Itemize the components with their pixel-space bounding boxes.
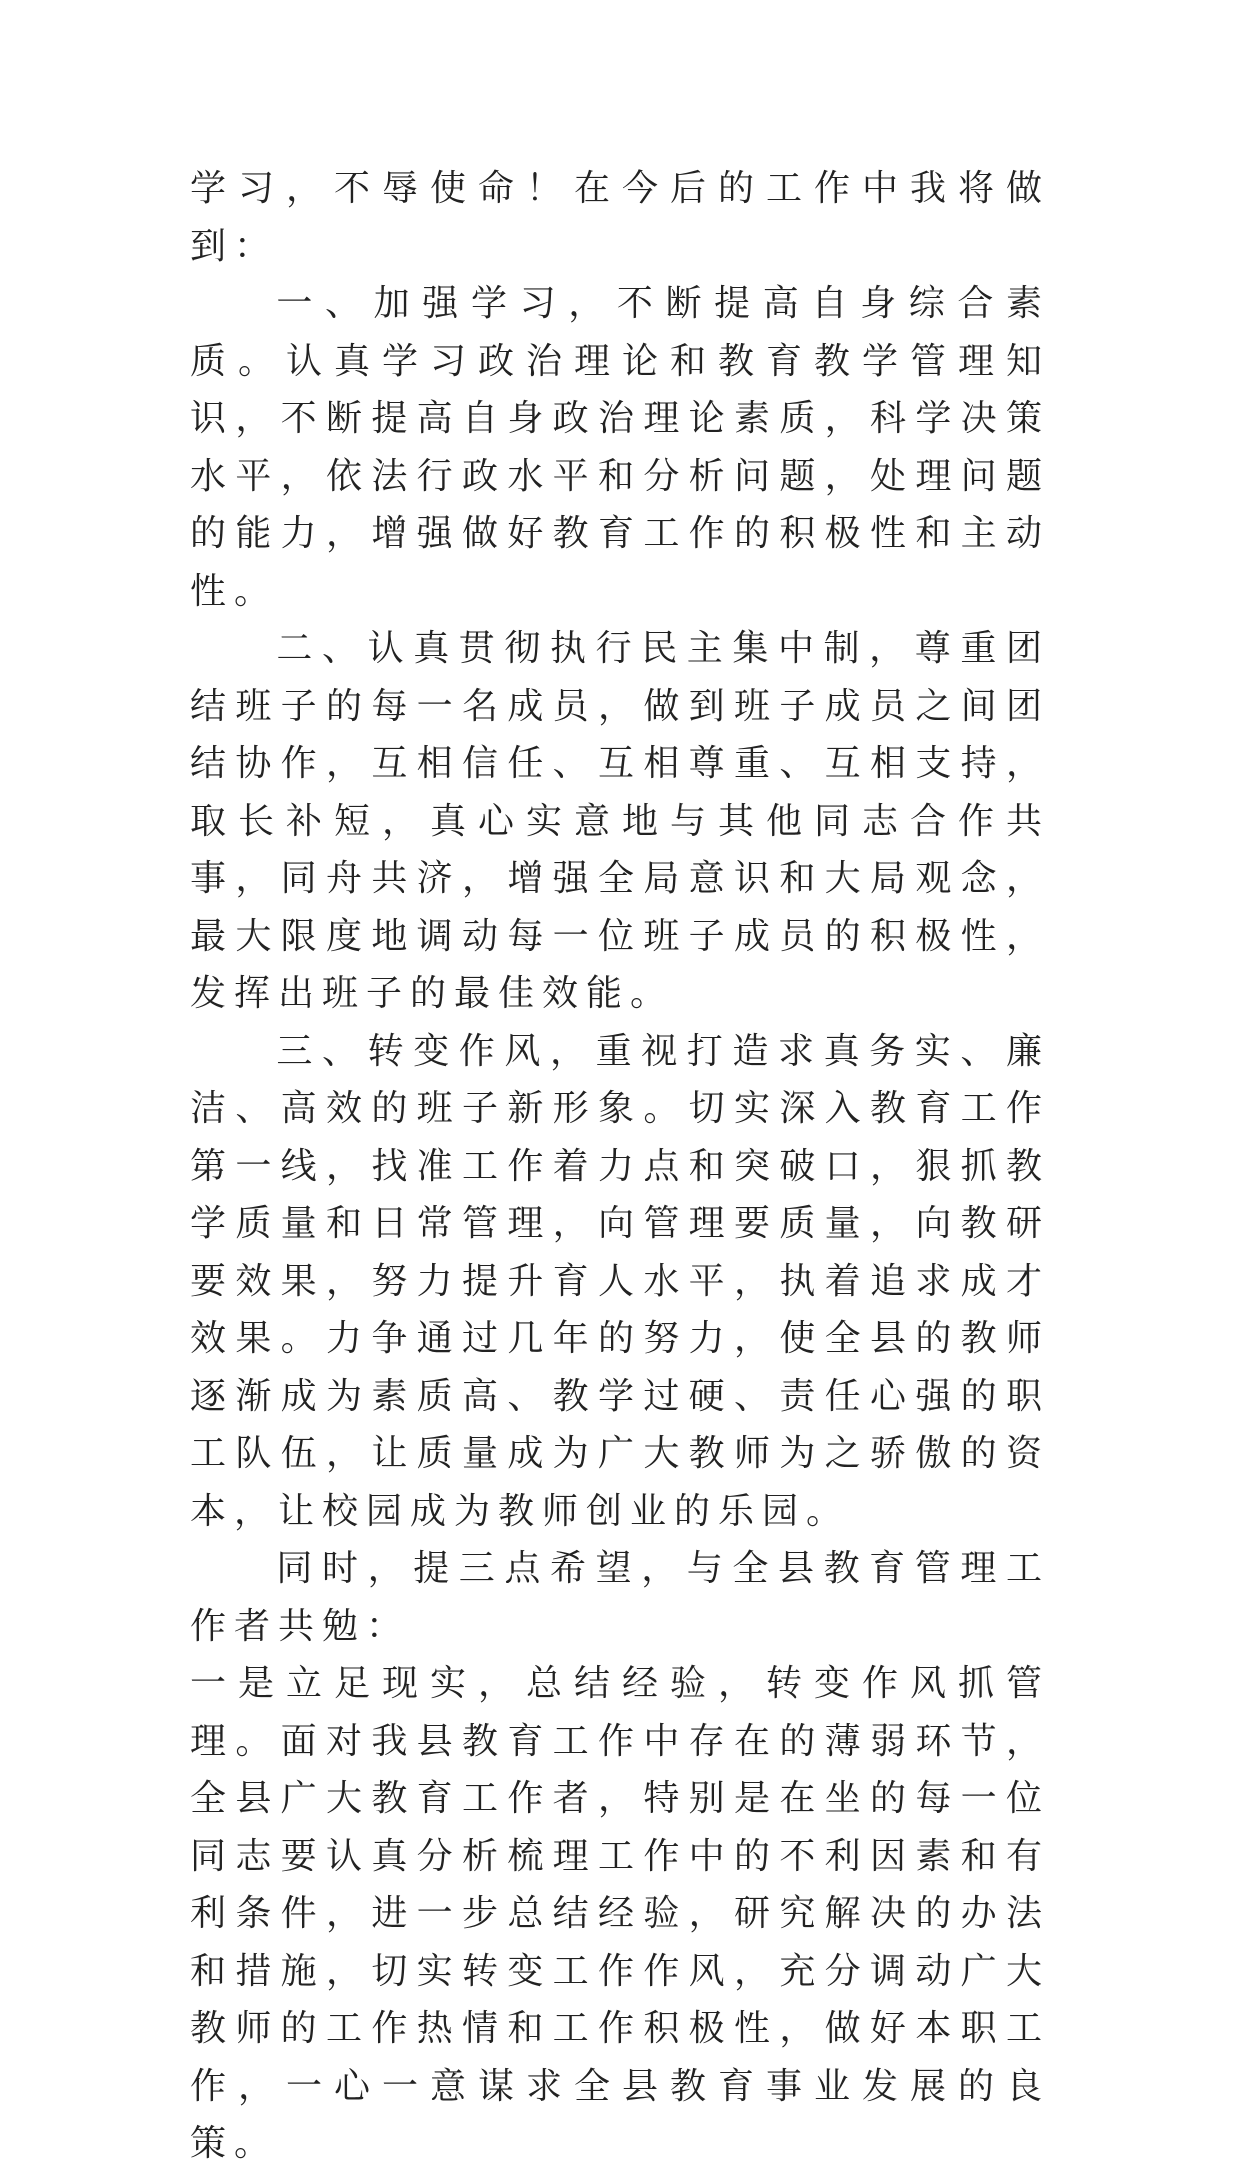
paragraph-hopes-intro: 同时，提三点希望，与全县教育管理工作者共勉： bbox=[190, 1548, 1050, 1647]
paragraph-hope-one: 一是立足现实，总结经验，转变作风抓管理。面对我县教育工作中存在的薄弱环节，全县广大教育工作者，特别是在坐的每一位同志要认真分析梳理工作中的不利因素和有利条件，进一步总结经验，研究解决的办法和措施，切实转变工作作风，充分调动广大教师的工作热情和工作积极性，做好本职工作，一心一意谋求全县教育事业发展的良策。 bbox=[190, 1663, 1050, 2164]
paragraph-point-three: 三、转变作风，重视打造求真务实、廉洁、高效的班子新形象。切实深入教育工作第一线，找准工作着力点和突破口，狠抓教学质量和日常管理，向管理要质量，向教研要效果，努力提升育人水平，执着追求成才效果。力争通过几年的努力，使全县的教师逐渐成为素质高、教学过硬、责任心强的职工队伍，让质量成为广大教师为之骄傲的资本，让校园成为教师创业的乐园。 bbox=[190, 1030, 1050, 1532]
document-body bbox=[190, 160, 1050, 2173]
paragraph-point-two: 二、认真贯彻执行民主集中制，尊重团结班子的每一名成员，做到班子成员之间团结协作，互相信任、互相尊重、互相支持，取长补短，真心实意地与其他同志合作共事，同舟共济，增强全局意识和大局观念，最大限度地调动每一位班子成员的积极性，发挥出班子的最佳效能。 bbox=[190, 628, 1050, 1014]
paragraph-point-one: 一、加强学习，不断提高自身综合素质。认真学习政治理论和教育教学管理知识，不断提高自身政治理论素质，科学决策水平，依法行政水平和分析问题，处理问题的能力，增强做好教育工作的积极性和主动性。 bbox=[190, 283, 1050, 612]
paragraph-continuation: 学习，不辱使命！在今后的工作中我将做到： bbox=[190, 168, 1050, 267]
